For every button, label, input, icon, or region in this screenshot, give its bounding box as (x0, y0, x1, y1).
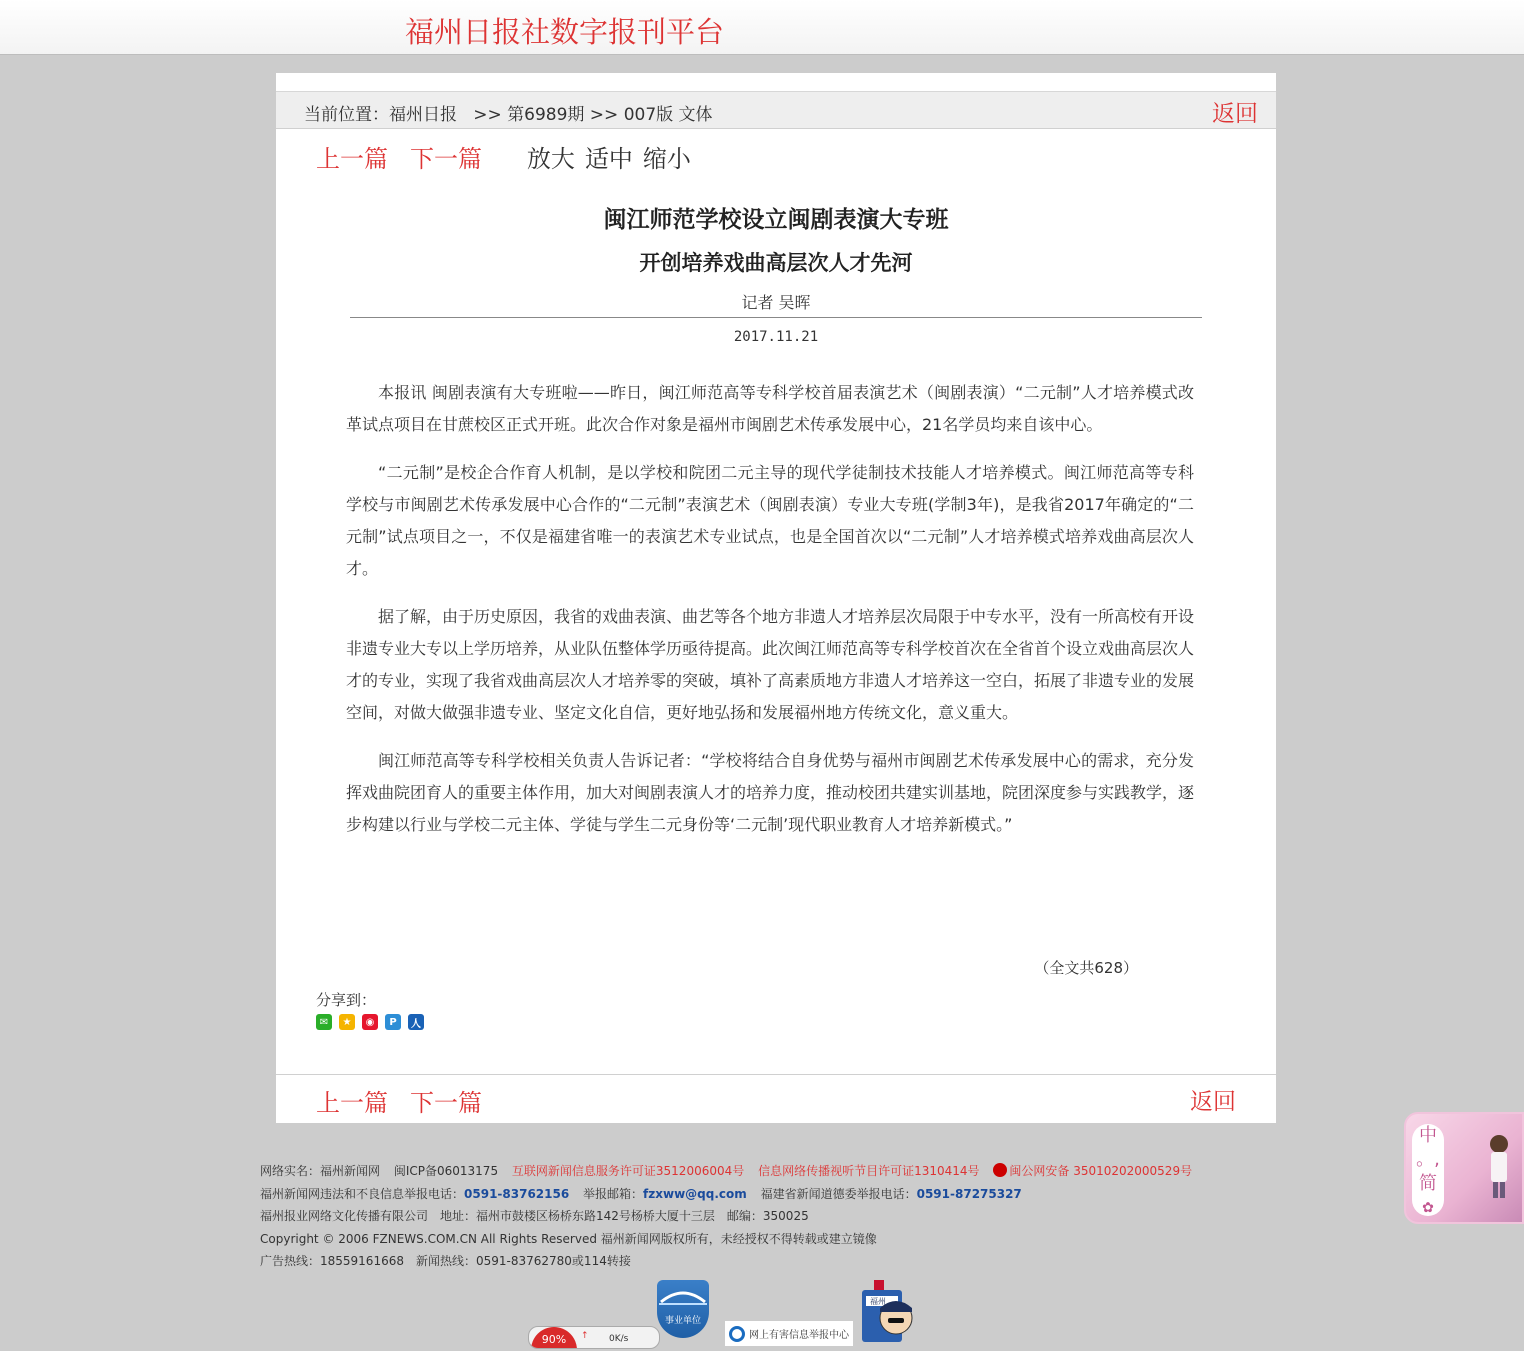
next-article-link-bottom[interactable]: 下一篇 (410, 1089, 482, 1117)
article-paragraph: “二元制”是校企合作育人机制，是以学校和院团二元主导的现代学徒制技术技能人才培养模式。闽江师范高等专科学校与市闽剧艺术传承发展中心合作的“二元制”表演艺术（闽剧表演）专业大专班(学制3年)，是我省2017年确定的“二元制”试点项目之一，不仅是福建省唯一的表演艺术专业试点，也是全国首次以“二元制”人才培养模式培养戏曲高层次人才。 (346, 463, 1194, 578)
article-toolbar (316, 139, 701, 174)
breadcrumb-paper-link[interactable]: 福州日报 (389, 105, 457, 125)
prev-article-link[interactable]: 上一篇 (316, 145, 388, 173)
next-article-link[interactable]: 下一篇 (410, 145, 482, 173)
network-speed-widget[interactable] (528, 1326, 660, 1349)
zoom-fit-link[interactable]: 适中 (584, 145, 633, 173)
report-center-icon (729, 1326, 745, 1342)
site-footer (260, 1160, 1192, 1273)
bottom-nav (316, 1083, 504, 1118)
footer-report-phone: 0591-83762156 (464, 1186, 570, 1201)
gear-icon[interactable]: ✿ (1422, 1200, 1434, 1216)
footer-license-av[interactable]: 信息网络传播视听节目许可证1310414号 (758, 1164, 980, 1178)
breadcrumb-issue-link[interactable]: 第6989期 (507, 105, 585, 125)
breadcrumb-separator: >> (589, 105, 619, 125)
article-subtitle: 开创培养戏曲高层次人才先河 (639, 251, 913, 275)
police-caption: 福州 (870, 1297, 886, 1306)
back-link-top[interactable]: 返回 (1212, 101, 1258, 127)
upload-arrow-icon: ↑ (581, 1331, 589, 1341)
prev-article-link-bottom[interactable]: 上一篇 (316, 1089, 388, 1117)
report-center-label: 网上有害信息举报中心 (749, 1330, 849, 1341)
footer-line-1 (260, 1160, 1192, 1183)
wechat-icon[interactable]: ✉ (316, 1014, 332, 1030)
share-label: 分享到： (316, 991, 377, 1009)
article-body (346, 377, 1194, 857)
footer-line-4: Copyright © 2006 FZNEWS.COM.CN All Rights Reserved 福州新闻网版权所有，未经授权不得转载或建立镜像 (260, 1231, 877, 1246)
breadcrumb-prefix: 当前位置： (304, 105, 389, 125)
zoom-in-link[interactable]: 放大 (526, 145, 575, 173)
shield-caption: 事业单位 (664, 1316, 701, 1326)
article-author: 记者 吴晖 (741, 293, 811, 312)
zoom-out-link[interactable]: 缩小 (642, 145, 691, 173)
breadcrumb-bar (276, 91, 1276, 129)
footer-email-label: 举报邮箱： (583, 1186, 644, 1201)
tencent-weibo-icon[interactable]: P (385, 1014, 401, 1030)
language-switch-widget[interactable] (1404, 1112, 1524, 1224)
footer-report-label: 福州新闻网违法和不良信息举报电话： (260, 1186, 465, 1201)
speed-percent: 90% (531, 1327, 577, 1349)
footer-icp[interactable]: 闽ICP备06013175 (393, 1164, 499, 1178)
site-title[interactable]: 福州日报社数字报刊平台 (405, 15, 725, 49)
public-institution-badge[interactable] (657, 1280, 709, 1338)
bottom-nav-bar (276, 1074, 1276, 1124)
footer-police-record[interactable]: 闽公网安备 35010202000529号 (1009, 1164, 1193, 1178)
footer-ethics-label: 福建省新闻道德委举报电话： (760, 1186, 917, 1201)
article-paragraph: 据了解，由于历史原因，我省的戏曲表演、曲艺等各个地方非遗人才培养层次局限于中专水平，没有一所高校有开设非遗专业大专以上学历培养，从业队伍整体学历亟待提高。此次闽江师范高等专科学校首次在全省首个设立戏曲高层次人才的专业，实现了我省戏曲高层次人才培养零的突破，填补了高素质地方非遗人才培养这一空白，拓展了非遗专业的发展空间，对做大做强非遗专业、坚定文化自信，更好地弘扬和发展福州地方传统文化，意义重大。 (346, 607, 1195, 722)
breadcrumb-separator: >> (473, 105, 502, 125)
footer-line-5: 广告热线：18559161668 新闻热线：0591-83762780或114转接 (260, 1254, 631, 1268)
article-panel (276, 73, 1276, 1123)
title-divider (350, 317, 1202, 318)
footer-email[interactable]: fzxww@qq.com (643, 1186, 747, 1201)
bridge-icon (657, 1280, 709, 1310)
article-title: 闽江师范学校设立闽剧表演大专班 (603, 207, 949, 233)
footer-license-news[interactable]: 互联网新闻信息服务许可证3512006004号 (511, 1164, 745, 1178)
breadcrumb-page-link[interactable]: 007版 文体 (623, 105, 713, 125)
traditional-chinese-label: 中 (1419, 1125, 1437, 1146)
article-date: 2017.11.21 (733, 329, 819, 345)
renren-icon[interactable]: 人 (408, 1014, 424, 1030)
language-switch-pill[interactable] (1412, 1124, 1444, 1216)
footer-realname: 网络实名：福州新闻网 (260, 1164, 381, 1178)
footer-ethics-phone: 0591-87275327 (916, 1186, 1022, 1201)
report-center-badge[interactable] (724, 1320, 854, 1347)
footer-line-2 (260, 1183, 1192, 1206)
word-count: （全文共628） (1034, 959, 1138, 977)
police-officer-icon (858, 1278, 924, 1347)
character-illustration-icon (1484, 1130, 1514, 1200)
top-header (0, 0, 1524, 55)
footer-line-3: 福州报业网络文化传播有限公司 地址：福州市鼓楼区杨桥东路142号杨桥大厦十三层 邮编：350025 (260, 1209, 809, 1223)
weibo-icon[interactable]: ◉ (362, 1014, 378, 1030)
police-badge-icon (993, 1164, 1009, 1178)
breadcrumb (304, 100, 713, 125)
article-paragraph: 本报讯 闽剧表演有大专班啦——昨日，闽江师范高等专科学校首届表演艺术（闽剧表演）“二元制”人才培养模式改革试点项目在甘蔗校区正式开班。此次合作对象是福州市闽剧艺术传承发展中心，21名学员均来自该中心。 (346, 383, 1194, 434)
simplified-chinese-label: 简 (1419, 1173, 1437, 1194)
qzone-icon[interactable]: ★ (339, 1014, 355, 1030)
share-icons (316, 1014, 424, 1030)
cyber-police-badge[interactable] (858, 1278, 924, 1347)
article-paragraph: 闽江师范高等专科学校相关负责人告诉记者：“学校将结合自身优势与福州市闽剧艺术传承发展中心的需求，充分发挥戏曲院团育人的重要主体作用，加大对闽剧表演人才的培养力度，推动校团共建实训基地，院团深度参与实践教学，逐步构建以行业与学校二元主体、学徒与学生二元身份等‘二元制’现代职业教育人才培养新模式。” (346, 751, 1195, 834)
speed-rate: 0K/s (609, 1334, 629, 1344)
separator-glyph: 。, (1416, 1149, 1440, 1170)
back-link-bottom[interactable]: 返回 (1190, 1089, 1236, 1115)
